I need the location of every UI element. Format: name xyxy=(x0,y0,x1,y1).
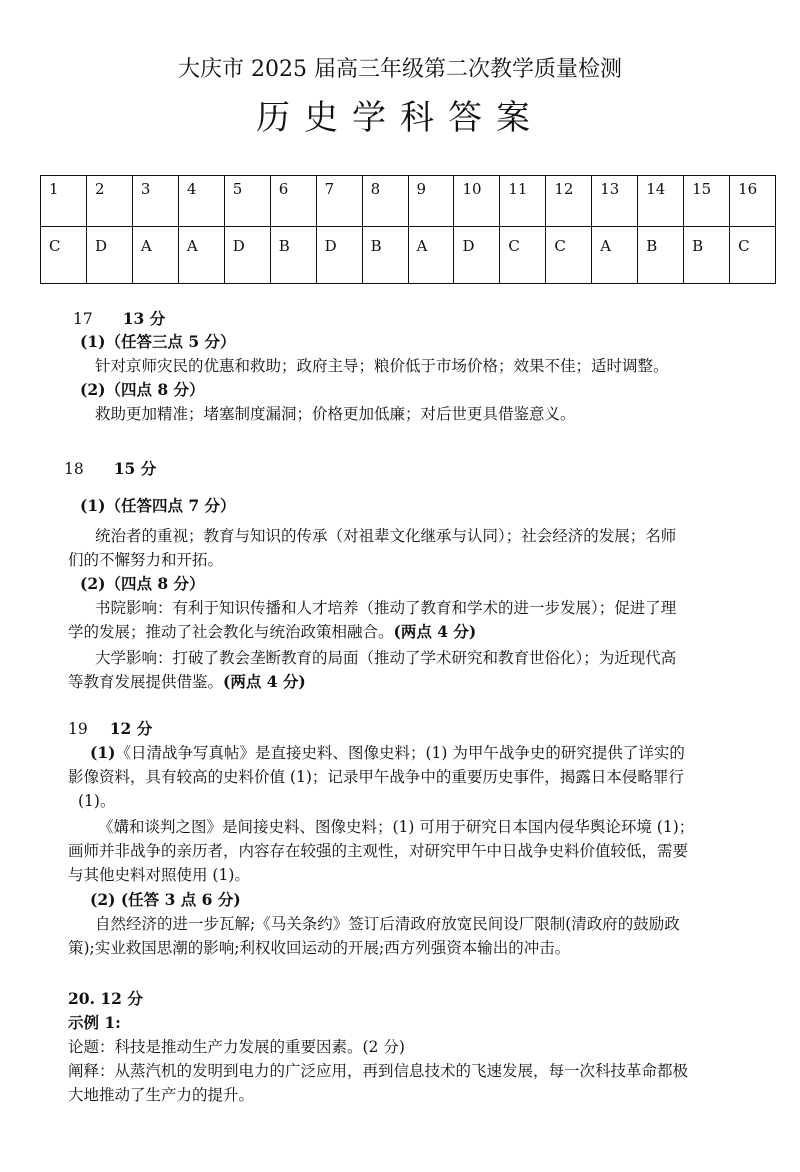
question-number-row xyxy=(41,176,776,227)
q18-part2-score: (两点 4 分) xyxy=(223,672,306,691)
question-number-cell: 16 xyxy=(730,176,776,227)
q20-thesis: 论题：科技是推动生产力发展的重要因素。(2 分) xyxy=(68,1038,405,1056)
question-number-cell: 1 xyxy=(41,176,87,227)
answer-cell: C xyxy=(546,227,592,284)
q19-part2-line: 自然经济的进一步瓦解;《马关条约》签订后清政府放宽民间设厂限制(清政府的鼓励政 xyxy=(95,915,680,933)
q19-part1-line: 《媾和谈判之图》是间接史料、图像史料；(1) 可用于研究日本国内侵华舆论环境 (1)； xyxy=(98,818,695,836)
answer-cell: C xyxy=(730,227,776,284)
q18-part2-score: (两点 4 分) xyxy=(393,622,477,641)
q17-part1-label: (1)（任答三点 5 分） xyxy=(80,332,236,351)
q19-part1-line xyxy=(90,743,685,763)
answer-cell: A xyxy=(132,227,178,284)
q19-part2-line: 策);实业救国思潮的影响;利权收回运动的开展;西方列强资本输出的冲击。 xyxy=(68,939,571,957)
q19-part1-line: 影像资料，具有较高的史料价值 (1)；记录甲午战争中的重要历史事件，揭露日本侵略罪行 xyxy=(68,768,684,786)
q18-part2-line xyxy=(68,622,476,642)
question-number-cell: 2 xyxy=(86,176,132,227)
q18-part2-text: 等教育发展提供借鉴。 xyxy=(68,673,224,691)
q18-part2-text: 学的发展；推动了社会教化与统治政策相融合。 xyxy=(68,623,394,641)
exam-title: 大庆市 2025 届高三年级第二次教学质量检测 xyxy=(178,57,622,82)
answer-cell: C xyxy=(41,227,87,284)
question-number-cell: 3 xyxy=(132,176,178,227)
q19-part1-line: 与其他史料对照使用 (1)。 xyxy=(68,866,250,884)
answer-cell: D xyxy=(224,227,270,284)
answer-cell: B xyxy=(362,227,408,284)
answer-cell: C xyxy=(500,227,546,284)
question-number-cell: 6 xyxy=(270,176,316,227)
answer-cell: B xyxy=(270,227,316,284)
q18-part2-line: 大学影响：打破了教会垄断教育的局面（推动了学术研究和教育世俗化）；为近现代高 xyxy=(95,649,677,667)
q20-explanation-line: 大地推动了生产力的提升。 xyxy=(68,1086,255,1104)
q17-heading xyxy=(73,309,165,329)
q19-heading xyxy=(68,719,152,739)
q18-part1-label: (1)（任答四点 7 分） xyxy=(80,496,236,515)
question-number-cell: 12 xyxy=(546,176,592,227)
q19-part2-label: (2) (任答 3 点 6 分) xyxy=(90,890,241,909)
question-number-cell: 11 xyxy=(500,176,546,227)
question-number-cell: 5 xyxy=(224,176,270,227)
q18-part2-line: 书院影响：有利于知识传播和人才培养（推动了教育和学术的进一步发展）；促进了理 xyxy=(95,599,677,617)
q18-part1-line: 统治者的重视；教育与知识的传承（对祖辈文化继承与认同）；社会经济的发展；名师 xyxy=(95,527,677,545)
q20-heading: 20. 12 分 xyxy=(68,989,143,1008)
q17-score: 13 分 xyxy=(122,309,166,328)
question-number-cell: 13 xyxy=(592,176,638,227)
q20-example-label: 示例 1: xyxy=(68,1013,121,1032)
q18-score: 15 分 xyxy=(113,459,157,478)
q19-part1-line: 画师并非战争的亲历者，内容存在较强的主观性，对研究甲午中日战争史料价值较低，需要 xyxy=(68,842,689,860)
subject-title: 历史学科答案 xyxy=(256,98,544,138)
q18-number: 18 xyxy=(64,460,84,478)
question-number-cell: 14 xyxy=(638,176,684,227)
q17-part2-label: (2)（四点 8 分） xyxy=(80,380,205,399)
question-number-cell: 15 xyxy=(684,176,730,227)
question-number-cell: 7 xyxy=(316,176,362,227)
answer-cell: B xyxy=(638,227,684,284)
answer-cell: D xyxy=(454,227,500,284)
question-number-cell: 10 xyxy=(454,176,500,227)
q19-part1-text: 《日清战争写真帖》是直接史料、图像史料；(1) 为甲午战争史的研究提供了详实的 xyxy=(115,744,685,762)
q19-number: 19 xyxy=(68,720,88,738)
answer-row xyxy=(41,227,776,284)
q19-part1-line: (1)。 xyxy=(78,792,116,810)
q20-explanation-line: 阐释：从蒸汽机的发明到电力的广泛应用，再到信息技术的飞速发展，每一次科技革命都极 xyxy=(68,1062,689,1080)
answer-cell: B xyxy=(684,227,730,284)
q19-part1-label: (1) xyxy=(90,743,116,762)
question-number-cell: 8 xyxy=(362,176,408,227)
q18-heading xyxy=(64,459,156,479)
q17-number: 17 xyxy=(73,310,93,328)
q17-part2-text: 救助更加精准；堵塞制度漏洞；价格更加低廉；对后世更具借鉴意义。 xyxy=(95,405,576,423)
question-number-cell: 4 xyxy=(178,176,224,227)
answer-cell: D xyxy=(86,227,132,284)
answer-cell: A xyxy=(178,227,224,284)
q18-part1-line: 们的不懈努力和开拓。 xyxy=(68,551,224,569)
answer-cell: D xyxy=(316,227,362,284)
question-number-cell: 9 xyxy=(408,176,454,227)
answer-cell: A xyxy=(408,227,454,284)
answer-cell: A xyxy=(592,227,638,284)
choice-answer-table xyxy=(40,175,776,284)
q18-part2-label: (2)（四点 8 分） xyxy=(80,574,205,593)
q19-score: 12 分 xyxy=(109,719,153,738)
q18-part2-line xyxy=(68,672,306,692)
q17-part1-text: 针对京师灾民的优惠和救助；政府主导；粮价低于市场价格；效果不佳；适时调整。 xyxy=(95,357,669,375)
